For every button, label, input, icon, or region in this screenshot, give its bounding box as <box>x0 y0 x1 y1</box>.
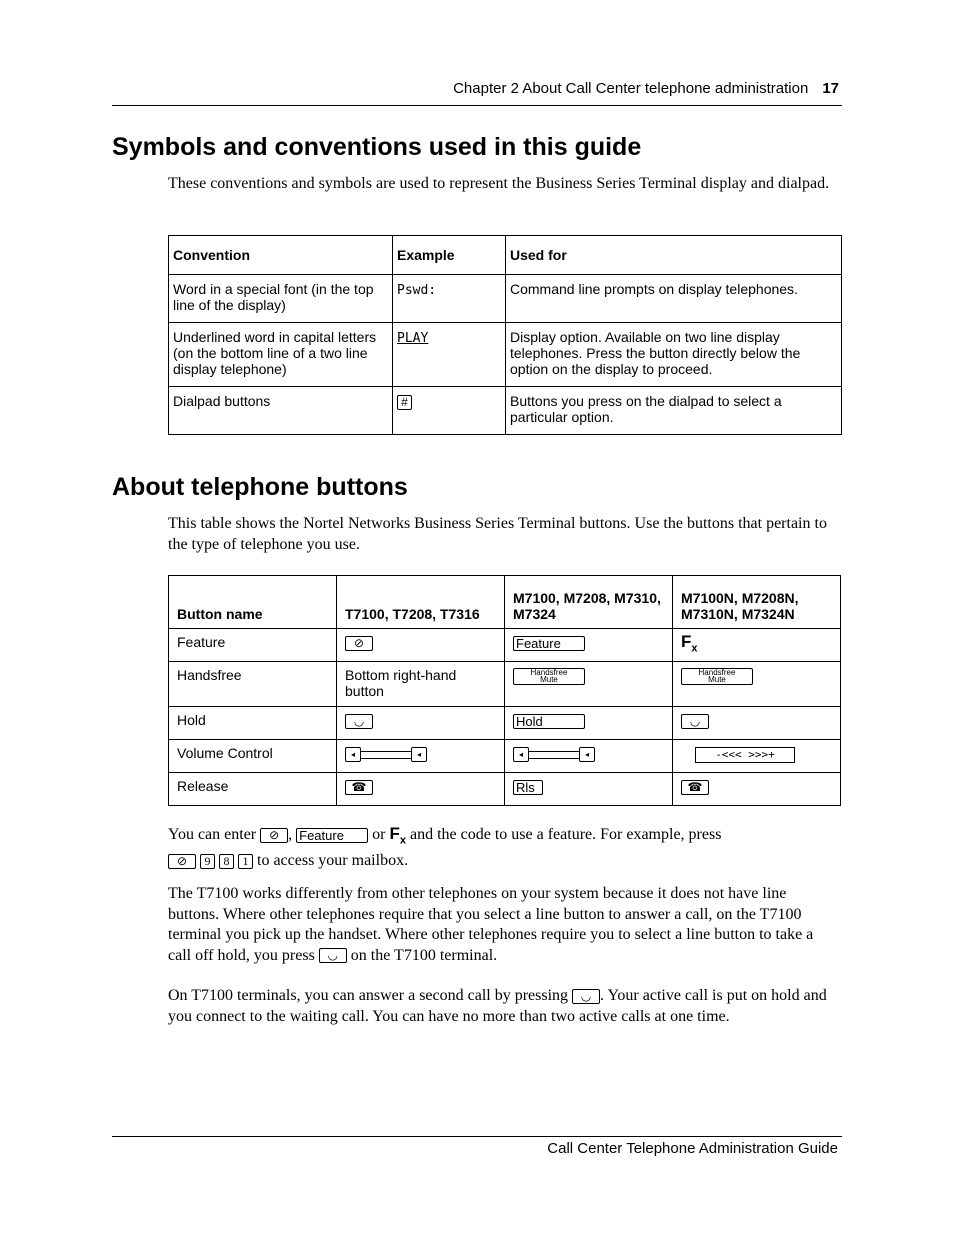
section-intro-buttons: This table shows the Nortel Networks Business Series Terminal buttons. Use the buttons that pertain to the type of telephone you use. <box>168 515 827 553</box>
fx-symbol: $F_x$ <box>681 632 698 655</box>
paragraph-t7100: The T7100 works differently from other telephones on your system because it does not have line buttons. Where other telephones require that you select a line button to answer a call, on the T7100 terminal you pick up the handset. Where other telephones require you to select a line button to take a call off hold, you press ◡ on the T7100 terminal. <box>168 885 814 964</box>
speaker-icon: ◂ <box>579 747 595 762</box>
used-for-cell: Display option. Available on two line display telephones. Press the button directly below the option on the display to proceed. <box>506 323 842 387</box>
release-key-icon: ☎ <box>345 780 373 795</box>
conventions-table <box>168 235 842 435</box>
table-row <box>169 740 841 773</box>
dialpad-key: 1 <box>238 854 253 869</box>
hold-label-key: Hold <box>513 714 585 729</box>
speaker-icon: ◂ <box>513 747 529 762</box>
volume-key-icon <box>345 747 427 762</box>
column-header: Convention <box>169 236 393 275</box>
column-header: M7100, M7208, M7310, M7324 <box>505 576 673 629</box>
column-header: Used for <box>506 236 842 275</box>
release-label-key: Rls <box>513 780 543 795</box>
telephone-buttons-table <box>168 575 841 806</box>
table-row <box>169 275 842 323</box>
feature-label-key: Feature <box>296 828 368 843</box>
fx-symbol: $F_x$ <box>389 824 406 847</box>
section-intro-symbols: These conventions and symbols are used to represent the Business Series Terminal display and dialpad. <box>168 175 830 192</box>
dialpad-key: 8 <box>219 854 234 869</box>
display-option-example: PLAY <box>397 331 429 346</box>
convention-cell: Underlined word in capital letters (on the bottom line of a two line display telephone) <box>169 323 393 387</box>
handsfree-mute-key: Handsfree Mute <box>681 668 753 685</box>
button-name-cell: Release <box>169 773 337 806</box>
section-title-symbols: Symbols and conventions used in this guide <box>112 133 642 161</box>
convention-cell: Dialpad buttons <box>169 387 393 435</box>
column-header: Example <box>393 236 506 275</box>
feature-key-icon: ⊘ <box>260 828 288 843</box>
table-row <box>169 323 842 387</box>
guide-title: Call Center Telephone Administration Guide <box>547 1140 838 1157</box>
table-header-row <box>169 236 842 275</box>
column-header: T7100, T7208, T7316 <box>337 576 505 629</box>
feature-key-icon: ⊘ <box>168 854 196 869</box>
dialpad-key-example: # <box>397 395 412 410</box>
handsfree-mute-key: Handsfree Mute <box>513 668 585 685</box>
table-row <box>169 707 841 740</box>
dialpad-key: 9 <box>200 854 215 869</box>
speaker-icon: ◂ <box>345 747 361 762</box>
hold-key-icon: ◡ <box>572 989 600 1004</box>
page-header <box>112 78 842 106</box>
button-name-cell: Volume Control <box>169 740 337 773</box>
column-header: Button name <box>169 576 337 629</box>
button-name-cell: Hold <box>169 707 337 740</box>
button-name-cell: Handsfree <box>169 662 337 707</box>
button-description-cell: Bottom right-hand button <box>337 662 505 707</box>
table-row <box>169 773 841 806</box>
volume-display-label: -<<< >>>+ <box>695 747 795 763</box>
hold-key-icon: ◡ <box>681 714 709 729</box>
speaker-icon: ◂ <box>411 747 427 762</box>
section-title-buttons: About telephone buttons <box>112 473 408 501</box>
page-number: 17 <box>822 80 839 97</box>
hold-key-icon: ◡ <box>345 714 373 729</box>
table-row <box>169 629 841 662</box>
table-row <box>169 662 841 707</box>
display-prompt-example: Pswd: <box>397 283 437 298</box>
page-footer <box>112 1136 842 1157</box>
release-key-icon: ☎ <box>681 780 709 795</box>
column-header: M7100N, M7208N, M7310N, M7324N <box>673 576 841 629</box>
used-for-cell: Buttons you press on the dialpad to select a particular option. <box>506 387 842 435</box>
paragraph-feature-usage: You can enter ⊘ , Feature or $F_x$ and the code to use a feature. For example, press ⊘ 9 8 1 to access your mailbox. <box>168 824 722 869</box>
used-for-cell: Command line prompts on display telephones. <box>506 275 842 323</box>
table-header-row <box>169 576 841 629</box>
feature-key-icon: ⊘ <box>345 636 373 651</box>
volume-key-icon <box>513 747 595 762</box>
chapter-title: Chapter 2 About Call Center telephone administration <box>453 80 809 97</box>
hold-key-icon: ◡ <box>319 948 347 963</box>
button-name-cell: Feature <box>169 629 337 662</box>
feature-label-key: Feature <box>513 636 585 651</box>
table-row <box>169 387 842 435</box>
convention-cell: Word in a special font (in the top line of the display) <box>169 275 393 323</box>
paragraph-second-call: On T7100 terminals, you can answer a second call by pressing ◡ . Your active call is put on hold and you connect to the waiting call. You can have no more than two active calls at one time. <box>168 987 827 1025</box>
